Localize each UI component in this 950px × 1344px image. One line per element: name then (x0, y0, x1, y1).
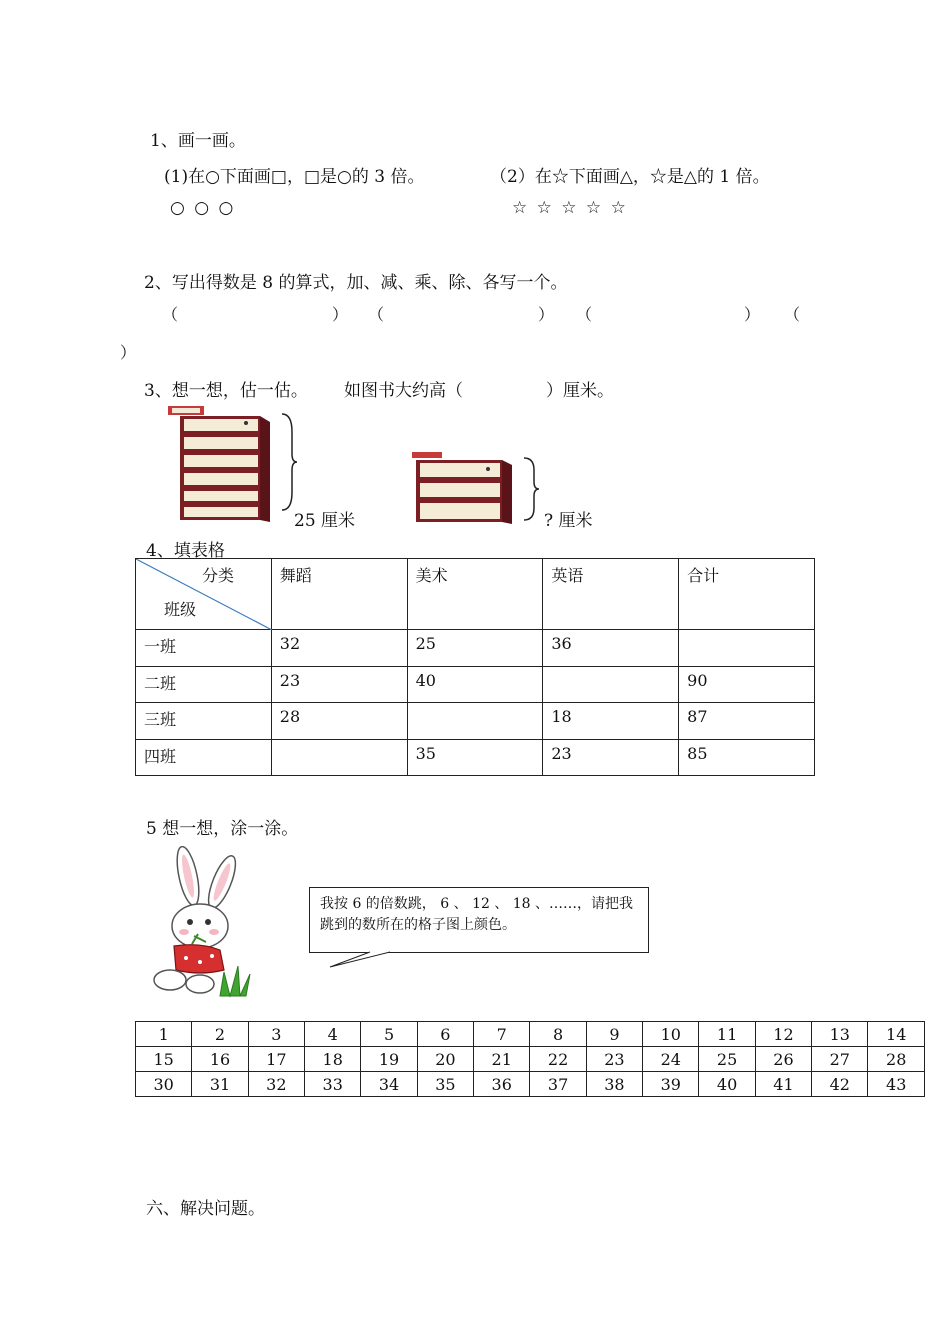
grid-cell[interactable]: 22 (530, 1047, 586, 1072)
q3-prompt-end: ）厘米。 (546, 381, 614, 401)
grid-cell[interactable]: 36 (474, 1072, 530, 1097)
q1-title: 1、画一画。 (150, 131, 246, 151)
q2-blank-close-1: ） (332, 305, 349, 324)
grid-cell[interactable]: 4 (305, 1022, 361, 1047)
corner-label-category: 分类 (202, 566, 235, 585)
tall-stack-brace (280, 412, 298, 512)
row-label: 四班 (136, 740, 272, 776)
q1-part2: （2）在☆下面画△，☆是△的 1 倍。 (490, 167, 770, 187)
short-book-stack-image (412, 452, 518, 524)
grid-cell[interactable]: 21 (474, 1047, 530, 1072)
table-row (136, 630, 815, 667)
table-cell[interactable]: 23 (543, 740, 679, 776)
row-label: 一班 (136, 630, 272, 667)
table-cell[interactable] (543, 667, 679, 703)
header-art: 美术 (407, 559, 543, 630)
table-cell[interactable] (407, 703, 543, 740)
grid-cell[interactable]: 40 (699, 1072, 755, 1097)
table-cell[interactable]: 36 (543, 630, 679, 667)
row-label: 三班 (136, 703, 272, 740)
short-stack-brace (522, 456, 540, 522)
table-cell[interactable]: 28 (271, 703, 407, 740)
q2-blank-open-3[interactable]: （ (576, 305, 593, 324)
q4-title: 4、填表格 (146, 541, 225, 561)
grid-cell[interactable]: 12 (755, 1022, 811, 1047)
grid-cell[interactable]: 13 (812, 1022, 868, 1047)
q2-blank-close-2: ） (538, 305, 555, 324)
grid-cell[interactable]: 8 (530, 1022, 586, 1047)
q1-circles: ○ ○ ○ (170, 198, 236, 218)
grid-cell[interactable]: 31 (192, 1072, 248, 1097)
grid-cell[interactable]: 9 (586, 1022, 642, 1047)
grid-cell[interactable]: 7 (474, 1022, 530, 1047)
header-total: 合计 (679, 559, 815, 630)
grid-cell[interactable]: 18 (305, 1047, 361, 1072)
q1-stars: ☆ ☆ ☆ ☆ ☆ (512, 198, 628, 218)
grid-cell[interactable]: 28 (868, 1047, 925, 1072)
table-cell[interactable]: 35 (407, 740, 543, 776)
row-label: 二班 (136, 667, 272, 703)
grid-cell[interactable]: 27 (812, 1047, 868, 1072)
rabbit-speech-bubble: 我按 6 的倍数跳， 6 、 12 、 18 、……，请把我跳到的数所在的格子图上颜色。 (309, 887, 649, 953)
multiples-grid (135, 1021, 925, 1097)
tall-book-stack-image (168, 406, 298, 522)
q2-blank-close-3: ） (744, 305, 761, 324)
q3-prompt-start: 如图书大约高（ (344, 381, 463, 401)
table-row (136, 740, 815, 776)
grid-row (136, 1047, 925, 1072)
grid-cell[interactable]: 10 (643, 1022, 699, 1047)
rabbit-illustration (140, 846, 256, 998)
grid-cell[interactable]: 1 (136, 1022, 192, 1047)
q2-title: 2、写出得数是 8 的算式，加、减、乘、除、各写一个。 (144, 273, 568, 293)
header-dance: 舞蹈 (271, 559, 407, 630)
table-cell[interactable]: 32 (271, 630, 407, 667)
q3-title: 3、想一想，估一估。 (144, 381, 308, 401)
grid-cell[interactable]: 41 (755, 1072, 811, 1097)
grid-row (136, 1072, 925, 1097)
table-corner-cell (136, 559, 272, 630)
table-cell[interactable]: 90 (679, 667, 815, 703)
table-cell[interactable]: 23 (271, 667, 407, 703)
table-cell[interactable] (271, 740, 407, 776)
grid-cell[interactable]: 38 (586, 1072, 642, 1097)
grid-cell[interactable]: 15 (136, 1047, 192, 1072)
table-cell[interactable]: 85 (679, 740, 815, 776)
class-activity-table (135, 558, 815, 776)
grid-cell[interactable]: 6 (417, 1022, 473, 1047)
header-english: 英语 (543, 559, 679, 630)
grid-cell[interactable]: 3 (248, 1022, 304, 1047)
grid-cell[interactable]: 2 (192, 1022, 248, 1047)
grid-cell[interactable]: 23 (586, 1047, 642, 1072)
grid-cell[interactable]: 34 (361, 1072, 417, 1097)
grid-cell[interactable]: 33 (305, 1072, 361, 1097)
grid-cell[interactable]: 32 (248, 1072, 304, 1097)
corner-label-class: 班级 (164, 600, 197, 619)
table-cell[interactable]: 25 (407, 630, 543, 667)
table-cell[interactable]: 87 (679, 703, 815, 740)
table-row (136, 667, 815, 703)
q2-blank-open-4[interactable]: （ (784, 305, 801, 324)
table-cell[interactable]: 18 (543, 703, 679, 740)
grid-cell[interactable]: 14 (868, 1022, 925, 1047)
q5-title: 5 想一想，涂一涂。 (146, 819, 299, 839)
grid-cell[interactable]: 30 (136, 1072, 192, 1097)
grid-cell[interactable]: 35 (417, 1072, 473, 1097)
grid-cell[interactable]: 37 (530, 1072, 586, 1097)
grid-cell[interactable]: 42 (812, 1072, 868, 1097)
tall-stack-label: 25 厘米 (294, 511, 356, 531)
grid-cell[interactable]: 25 (699, 1047, 755, 1072)
grid-row (136, 1022, 925, 1047)
grid-cell[interactable]: 43 (868, 1072, 925, 1097)
q2-blank-open-2[interactable]: （ (368, 305, 385, 324)
grid-cell[interactable]: 16 (192, 1047, 248, 1072)
table-cell[interactable] (679, 630, 815, 667)
grid-cell[interactable]: 11 (699, 1022, 755, 1047)
q2-blank-open-1[interactable]: （ (162, 305, 179, 324)
grid-cell[interactable]: 17 (248, 1047, 304, 1072)
q1-part1: (1)在○下面画□，□是○的 3 倍。 (164, 167, 425, 187)
short-stack-label: ? 厘米 (544, 511, 593, 531)
table-row (136, 703, 815, 740)
grid-cell[interactable]: 5 (361, 1022, 417, 1047)
speech-bubble-tail (328, 950, 408, 970)
table-cell[interactable]: 40 (407, 667, 543, 703)
grid-cell[interactable]: 20 (417, 1047, 473, 1072)
grid-cell[interactable]: 24 (643, 1047, 699, 1072)
grid-cell[interactable]: 19 (361, 1047, 417, 1072)
grid-cell[interactable]: 26 (755, 1047, 811, 1072)
grid-cell[interactable]: 39 (643, 1072, 699, 1097)
q6-title: 六、解决问题。 (146, 1199, 265, 1219)
q2-blank-close-4: ） (120, 343, 137, 362)
